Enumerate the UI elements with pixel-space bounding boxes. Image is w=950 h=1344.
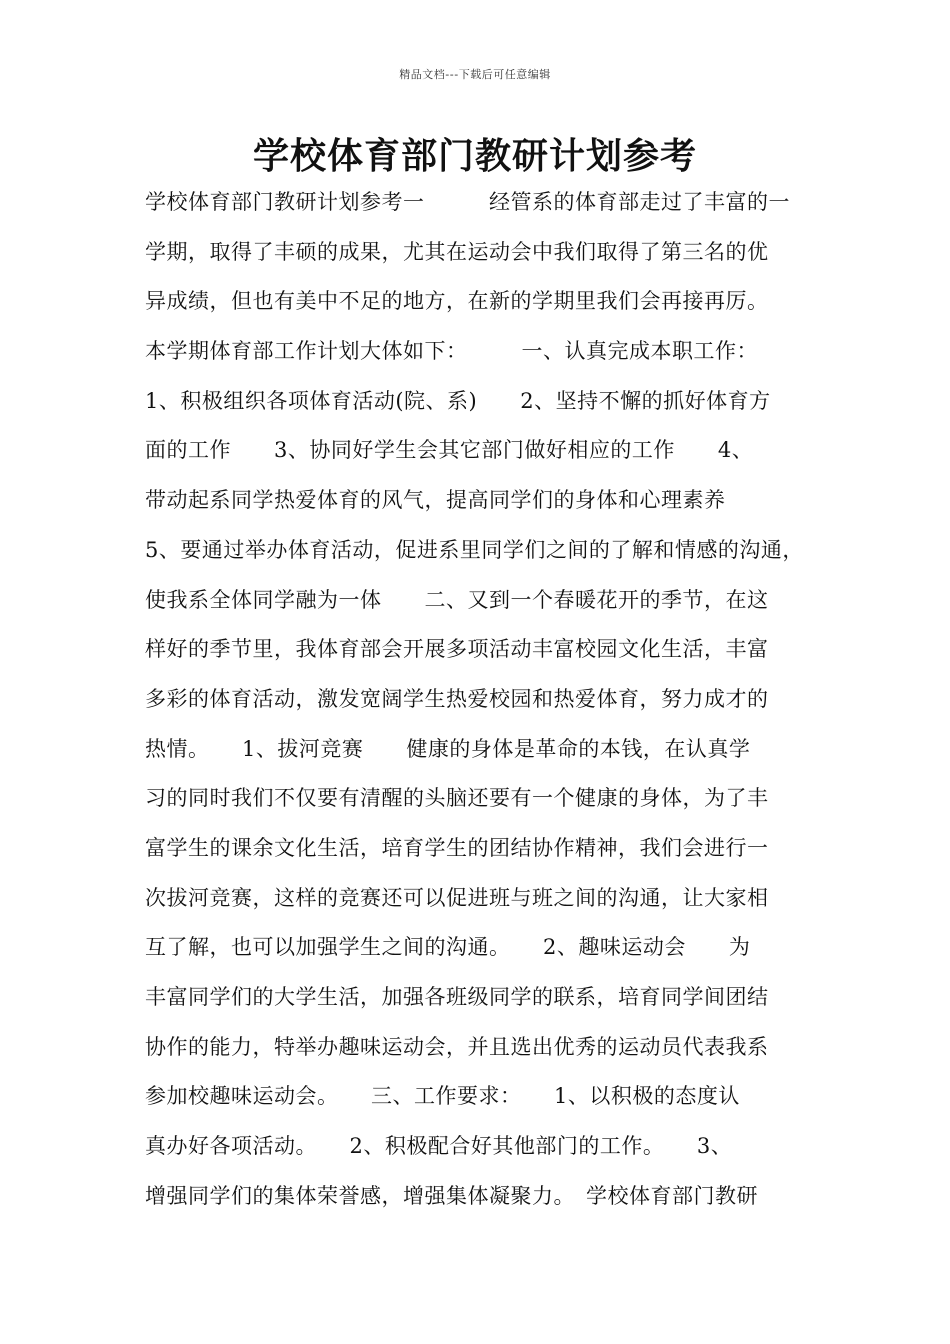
header-note: 精品文档---下载后可任意编辑: [399, 68, 551, 81]
body-line: 学校体育部门教研计划参考一 经管系的体育部走过了丰富的一: [145, 190, 790, 214]
body-line: 协作的能力，特举办趣味运动会，并且选出优秀的运动员代表我系: [145, 1034, 769, 1059]
body-line: 5、要通过举办体育活动，促进系里同学们之间的了解和情感的沟通，: [145, 537, 804, 562]
body-line: 面的工作 3、协同好学生会其它部门做好相应的工作 4、: [145, 438, 754, 463]
body-line: 使我系全体同学融为一体 二、又到一个春暖花开的季节，在这: [145, 587, 769, 612]
body-line: 富学生的课余文化生活，培育学生的团结协作精神，我们会进行一: [145, 835, 769, 860]
body-line: 增强同学们的集体荣誉感，增强集体凝聚力。 学校体育部门教研: [145, 1183, 758, 1208]
body-line: 参加校趣味运动会。 三、工作要求： 1、以积极的态度认: [145, 1084, 740, 1109]
body-line: 多彩的体育活动，激发宽阔学生热爱校园和热爱体育，努力成才的: [145, 686, 769, 711]
document-body: [145, 178, 815, 1221]
body-line: 真办好各项活动。 2、积极配合好其他部门的工作。 3、: [145, 1134, 733, 1159]
body-line: 异成绩，但也有美中不足的地方，在新的学期里我们会再接再厉。: [145, 289, 769, 314]
document-title: 学校体育部门教研计划参考: [252, 136, 697, 177]
body-line: 次拔河竞赛，这样的竞赛还可以促进班与班之间的沟通，让大家相: [145, 885, 769, 910]
body-line: 热情。 1、拔河竞赛 健康的身体是革命的本钱，在认真学: [145, 736, 751, 761]
body-line: 样好的季节里，我体育部会开展多项活动丰富校园文化生活，丰富: [145, 637, 769, 662]
body-line: 带动起系同学热爱体育的风气，提高同学们的身体和心理素养: [145, 488, 726, 513]
body-line: 习的同时我们不仅要有清醒的头脑还要有一个健康的身体，为了丰: [145, 786, 769, 811]
body-line: 1、积极组织各项体育活动(院、系) 2、坚持不懈的抓好体育方: [145, 388, 771, 413]
body-line: 丰富同学们的大学生活，加强各班级同学的联系，培育同学间团结: [145, 985, 769, 1009]
body-line: 学期，取得了丰硕的成果，尤其在运动会中我们取得了第三名的优: [145, 239, 769, 264]
body-line: 本学期体育部工作计划大体如下： 一、认真完成本职工作：: [145, 339, 758, 364]
body-line: 互了解，也可以加强学生之间的沟通。 2、趣味运动会 为: [145, 935, 751, 960]
